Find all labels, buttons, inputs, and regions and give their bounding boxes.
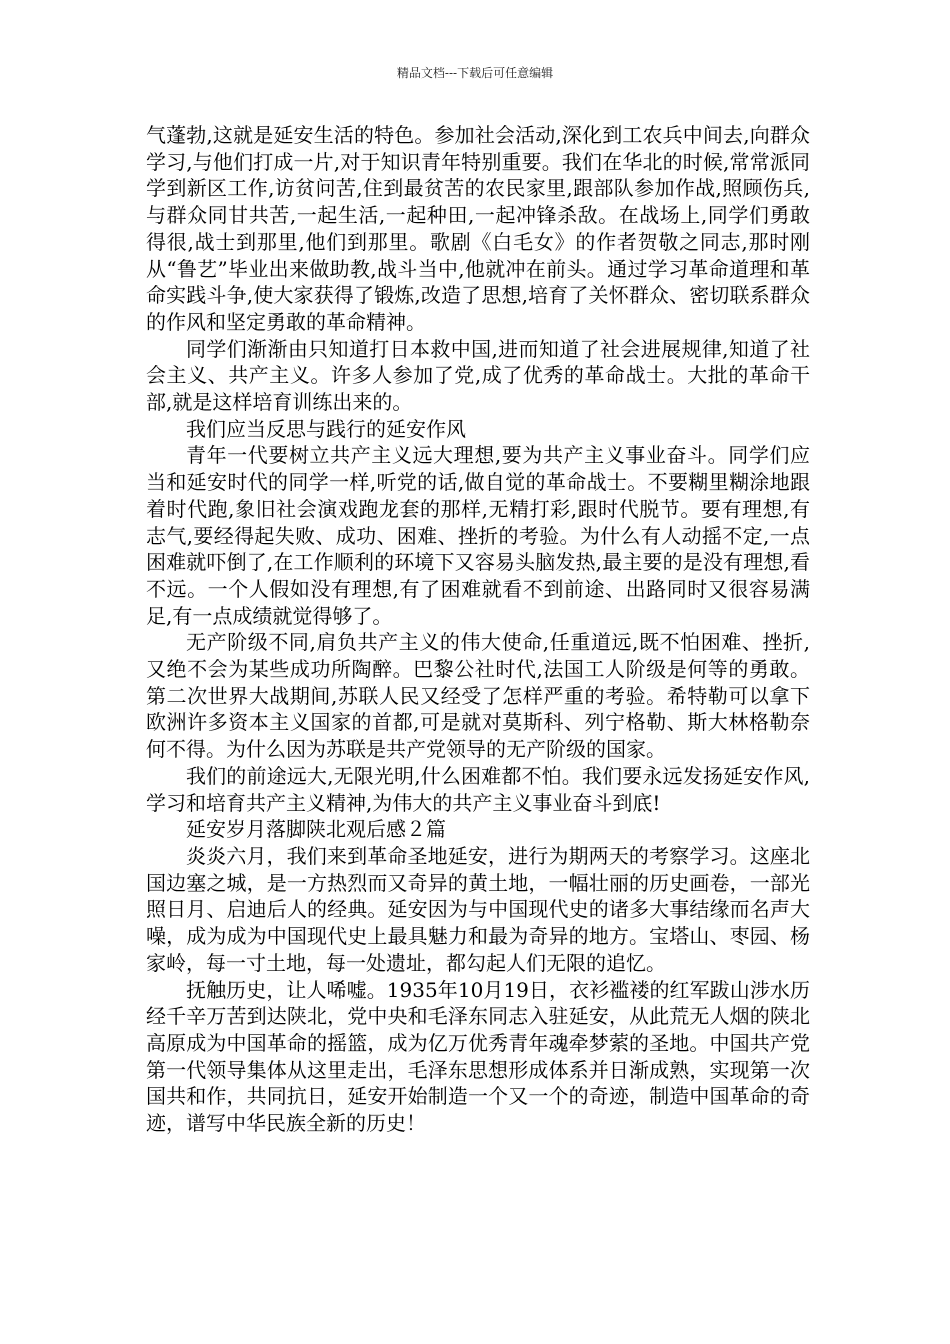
paragraph: 炎炎六月，我们来到革命圣地延安，进行为期两天的考察学习。这座北国边塞之城，是一方热烈而又奇异的黄土地，一幅壮丽的历史画卷，一部光照日月、启迪后人的经典。延安因为与中国现代史的诸多大事结缘而名声大噪，成为成为中国现代史上最具魅力和最为奇异的地方。宝塔山、枣园、杨家岭，每一寸土地，每一处遗址，都勾起人们无限的追忆。 bbox=[146, 843, 810, 975]
section-heading: 延安岁月落脚陕北观后感２篇 bbox=[186, 817, 446, 842]
section-heading: 我们应当反思与践行的延安作风 bbox=[186, 416, 466, 441]
paragraph: 气蓬勃,这就是延安生活的特色。参加社会活动,深化到工农兵中间去,向群众学习,与他们打成一片,对于知识青年特别重要。我们在华北的时候,常常派同学到新区工作,访贫问苦,住到最贫苦的农民家里,跟部队参加作战,照顾伤兵,与群众同甘共苦,一起生活,一起种田,一起冲锋杀敌。在战场上,同学们勇敢得很,战士到那里,他们到那里。歌剧《白毛女》的作者贺敬之同志,那时刚从“鲁艺”毕业出来做助教,战斗当中,他就冲在前头。通过学习革命道理和革命实践斗争,使大家获得了锻炼,改造了思想,培育了关怀群众、密切联系群众的作风和坚定勇敢的革命精神。 bbox=[146, 123, 810, 334]
paragraph: 青年一代要树立共产主义远大理想,要为共产主义事业奋斗。同学们应当和延安时代的同学一样,听党的话,做自觉的革命战士。不要糊里糊涂地跟着时代跑,象旧社会演戏跑龙套的那样,无精打彩,跟时代脱节。要有理想,有志气,要经得起失败、成功、困难、挫折的考验。为什么有人动摇不定,一点困难就吓倒了,在工作顺利的环境下又容易头脑发热,最主要的是没有理想,看不远。一个人假如没有理想,有了困难就看不到前途、出路同时又很容易满足,有一点成绩就觉得够了。 bbox=[146, 443, 810, 628]
paragraph: 同学们渐渐由只知道打日本救中国,进而知道了社会进展规律,知道了社会主义、共产主义。许多人参加了党,成了优秀的革命战士。大批的革命干部,就是这样培育训练出来的。 bbox=[146, 336, 810, 415]
paragraph: 抚触历史，让人唏嘘。1935年10月19日，衣衫褴褛的红军跋山涉水历经千辛万苦到达陕北，党中央和毛泽东同志入驻延安，从此荒无人烟的陕北高原成为中国革命的摇篮，成为亿万优秀青年魂牵梦萦的圣地。中国共产党第一代领导集体从这里走出，毛泽东思想形成体系并日渐成熟，实现第一次国共和作，共同抗日，延安开始制造一个又一个的奇迹，制造中国革命的奇迹，谱写中华民族全新的历史！ bbox=[146, 977, 810, 1136]
page-header: 精品文档---下载后可任意编辑 bbox=[396, 66, 554, 80]
paragraph: 无产阶级不同,肩负共产主义的伟大使命,任重道远,既不怕困难、挫折,又绝不会为某些成功所陶醉。巴黎公社时代,法国工人阶级是何等的勇敢。第二次世界大战期间,苏联人民又经受了怎样严重的考验。希特勒可以拿下欧洲许多资本主义国家的首都,可是就对莫斯科、列宁格勒、斯大林格勒奈何不得。为什么因为苏联是共产党领导的无产阶级的国家。 bbox=[146, 630, 810, 762]
document-body bbox=[146, 122, 810, 1137]
paragraph: 我们的前途远大,无限光明,什么困难都不怕。我们要永远发扬延安作风,学习和培育共产主义精神,为伟大的共产主义事业奋斗到底! bbox=[146, 763, 810, 815]
